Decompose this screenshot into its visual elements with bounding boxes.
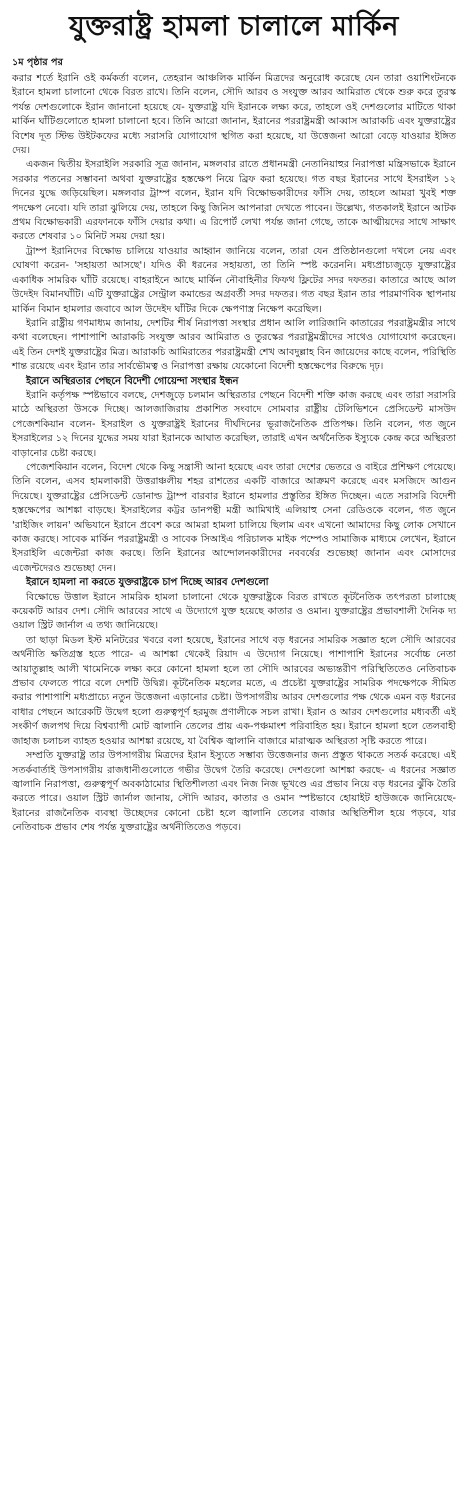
subheading: ইরানে অস্থিরতার পেছনে বিদেশী গোয়েন্দা সংস্থার ইন্ধন (26, 375, 239, 387)
paragraph: ইরানি রাষ্ট্রীয় গণমাধ্যম জানায়, দেশটির শীর্ষ নিরাপত্তা সংস্থার প্রধান আলি লারিজানি কাতারের পররাষ্ট্রমন্ত্রীর সাথে কথা বলেছেন। পাশাপাশি আরাকচি সংযুক্ত আরব আমিরাত ও তুরস্কের পররাষ্ট্রমন্ত্রীদের সাথেও যোগাযোগ করেছেন। এই তিন দেশই যুক্তরাষ্ট্রের মিত্র। আরাকচি আমিরাতের পররাষ্ট্রমন্ত্রী শেখ আবদুল্লাহ বিন জায়েদের কাছে বলেন, পরিস্থিতি শান্ত রয়েছে এবং ইরান তার সার্বভৌমত্ব ও নিরাপত্তা রক্ষায় যেকোনো বিদেশী হস্তক্ষেপের বিরুদ্ধে দৃঢ়। (12, 317, 456, 373)
subheading: ইরানে হামলা না করতে যুক্তরাষ্ট্রকে চাপ দিচ্ছে আরব দেশগুলো (26, 577, 269, 589)
paragraph: পেজেশকিয়ান বলেন, বিদেশ থেকে কিছু সন্ত্রাসী আনা হয়েছে এবং তারা দেশের ভেতরে ও বাইরে প্রশিক্ষণ পেয়েছে। তিনি বলেন, এসব হামলাকারী উত্তরাঞ্চলীয় শহর রাশতের একটি বাজারে আক্রমণ করেছে এবং মসজিদে আগুন দিয়েছে। যুক্তরাষ্ট্রের প্রেসিডেন্ট ডোনাল্ড ট্রাম্প বারবার ইরানে হামলার প্রস্তুতির ইঙ্গিত দিচ্ছেন। এতে সরাসরি বিদেশী হস্তক্ষেপের আশঙ্কা বাড়ছে। ইসরাইলের কট্টর ডানপন্থী মন্ত্রী আমিখাই এলিয়াহু সেনা রেডিওকে বলেন, গত জুনে 'রাইজিং লায়ন' অভিযানে ইরানে প্রবেশ করে আমরা হামলা চালিয়ে ছিলাম এবং এখনো আমাদের কিছু লোক সেখানে কাজ করছে। সাবেক মার্কিন পররাষ্ট্রমন্ত্রী ও সাবেক সিআইএ পরিচালক মাইক পম্পেও সামাজিক মাধ্যমে লেখেন, ইরানে ইসরাইলি এজেন্টরা কাজ করছে। তিনি ইরানের আন্দোলনকারীদের নববর্ষের শুভেচ্ছা জানান এবং মোসাদের এজেন্টদেরও শুভেচ্ছা দেন। (12, 461, 456, 574)
paragraph: সম্প্রতি যুক্তরাষ্ট্র তার উপসাগরীয় মিত্রদের ইরান ইস্যুতে সম্ভাব্য উত্তেজনার জন্য প্রস্তুত থাকতে সতর্ক করেছে। এই সতর্কবার্তাই উপসাগরীয় রাজধানীগুলোতে গভীর উদ্বেগ তৈরি করেছে। দেশগুলো আশঙ্কা করছে- এ ধরনের সজ্ঞাত জ্বালানি নিরাপত্তা, গুরুত্বপূর্ণ অবকাঠামোর স্থিতিশীলতা এবং নিজ নিজ ভূখণ্ডে এর প্রভাব নিয়ে বড় ধরনের ঝুঁকি তৈরি করতে পারে। ওয়াল স্ট্রিট জার্নাল জানায়, সৌদি আরব, কাতার ও ওমান স্পষ্টভাবে হোয়াইট হাউজকে জানিয়েছে- ইরানের রাজনৈতিক ব্যবস্থা উচ্ছেদের কোনো চেষ্টা হলে জ্বালানি তেলের বাজার অস্থিতিশীল হয়ে পড়বে, যার নেতিবাচক প্রভাব শেষ পর্যন্ত যুক্তরাষ্ট্রের অর্থনীতিতেও পড়বে। (12, 750, 456, 834)
headline: যুক্তরাষ্ট্র হামলা চালালে মার্কিন (69, 11, 399, 42)
paragraph: বিক্ষোভে উত্তাল ইরানে সামরিক হামলা চালানো থেকে যুক্তরাষ্ট্রকে বিরত রাখতে কূটনৈতিক তৎপরতা চালাচ্ছে কয়েকটি আরব দেশ। সৌদি আরবের সাথে এ উদ্যোগে যুক্ত হয়েছে কাতার ও ওমান। যুক্তরাষ্ট্রের প্রভাবশালী দৈনিক দ্য ওয়াল স্ট্রিট জার্নাল এ তথ্য জানিয়েছে। (12, 591, 456, 632)
paragraph: একজন দ্বিতীয় ইসরাইলি সরকারি সূত্র জানান, মঙ্গলবার রাতে প্রধানমন্ত্রী নেতানিয়াহুর নিরাপত্তা মন্ত্রিসভাকে ইরানে সরকার পতনের সম্ভাবনা অথবা যুক্তরাষ্ট্রের হস্তক্ষেপ নিয়ে ব্রিফ করা হয়েছে। গত বছর ইরানের সাথে ইসরাইল ১২ দিনের যুদ্ধে জড়িয়েছিল। মঙ্গলবার ট্রাম্প বলেন, ইরান যদি বিক্ষোভকারীদের ফাঁসি দেয়, তাহলে আমরা খুবই শক্ত পদক্ষেপ নেবো। যদি তারা ঝুলিয়ে দেয়, তাহলে কিছু জিনিস আপনারা দেখতে পাবেন। উল্লেখ্য, গতকালই ইরানে আটক প্রথম বিক্ষোভকারী এরফানকে ফাঁসি দেয়ার কথা। এ রিপোর্ট লেখা পর্যন্ত জানা গেছে, তাকে আত্মীয়দের সাথে সাক্ষাৎ করতে শেষবার ১০ মিনিট সময় দেয়া হয়। (12, 159, 456, 243)
continued-from-label: ১ম পৃষ্ঠার পর (12, 57, 63, 68)
paragraph: করার শর্তে ইরানি ওই কর্মকর্তা বলেন, তেহরান আঞ্চলিক মার্কিন মিত্রদের অনুরোধ করেছে যেন তারা ওয়াশিংটনকে ইরানে হামলা চালানো থেকে বিরত রাখে। তিনি বলেন, সৌদি আরব ও সংযুক্ত আরব আমিরাত থেকে শুরু করে তুরস্ক পর্যন্ত দেশগুলোকে ইরান জানানো হয়েছে যে- যুক্তরাষ্ট্র যদি ইরানকে লক্ষ্য করে, তাহলে ওই দেশগুলোর মাটিতে থাকা মার্কিন ঘাঁটিগুলোতে হামলা চালানো হবে। তিনি আরো জানান, ইরানের পররাষ্ট্রমন্ত্রী আব্বাস আরাকচি এবং যুক্তরাষ্ট্রের বিশেষ দূত স্টিভ উইটকফের মধ্যে সরাসরি যোগাযোগ স্থগিত করা হয়েছে, যা উত্তেজনা আরো বেড়ে যাওয়ার ইঙ্গিত দেয়। (12, 73, 456, 157)
paragraph: ট্রাম্প ইরানিদের বিক্ষোভ চালিয়ে যাওয়ার আহ্বান জানিয়ে বলেন, তারা যেন প্রতিষ্ঠানগুলো দখলে নেয় এবং ঘোষণা করেন- 'সহায়তা আসছে'। যদিও কী ধরনের সহায়তা, তা তিনি স্পষ্ট করেননি। মধ্যপ্রাচ্যজুড়ে যুক্তরাষ্ট্রের একাধিক সামরিক ঘাঁটি রয়েছে। বাহরাইনে আছে মার্কিন নৌবাহিনীর ফিফথ ফ্লিটের সদর দফতর। কাতারে আছে আল উদেইদ বিমানঘাঁটি। এটি যুক্তরাষ্ট্রের সেন্ট্রাল কমান্ডের অগ্রবর্তী সদর দফতর। গত বছর ইরান তার পারমাণবিক স্থাপনায় মার্কিন বিমান হামলার জবাবে আল উদেইদ ঘাঁটির দিকে ক্ষেপণাস্ত্র নিক্ষেপ করেছিল। (12, 245, 456, 315)
paragraph: ইরানি কর্তৃপক্ষ স্পষ্টভাবে বলছে, দেশজুড়ে চলমান অস্থিরতার পেছনে বিদেশী শক্তি কাজ করছে এবং তারা সরাসরি মাঠে অস্থিরতা উসকে দিচ্ছে। আলজাজিরায় প্রকাশিত সংবাদে সোমবার রাষ্ট্রীয় টেলিভিশনে প্রেসিডেন্ট মাসউদ পেজেশকিয়ান বলেন- ইসরাইল ও যুক্তরাষ্ট্রই ইরানের দীর্ঘদিনের ভূরাজনৈতিক প্রতিপক্ষ। তিনি বলেন, গত জুনে ইসরাইলের ১২ দিনের যুদ্ধের সময় যারা ইরানকে আঘাত করেছিল, তারাই এখন অর্থনৈতিক ইস্যুকে কেন্দ্র করে অস্থিরতা বাড়ানোর চেষ্টা করছে। (12, 389, 456, 459)
paragraph: তা ছাড়া মিডল ইস্ট মনিটরের খবরে বলা হয়েছে, ইরানের সাথে বড় ধরনের সামরিক সজ্ঞাত হলে সৌদি আরবের অর্থনীতি ক্ষতিগ্রস্ত হতে পারে- এ আশঙ্কা থেকেই রিয়াদ এ উদ্যোগ নিয়েছে। পাশাপাশি ইরানের সর্বোচ্চ নেতা আয়াতুল্লাহ আলী খামেনিকে লক্ষ্য করে কোনো হামলা হলে তা সৌদি আরবের অভ্যন্তরীণ পরিস্থিতিতেও নেতিবাচক প্রভাব ফেলতে পারে বলে দেশটি উদ্বিগ্ন। কূটনৈতিক মহলের মতে, এ প্রচেষ্টা যুক্তরাষ্ট্রের সামরিক পদক্ষেপকে সীমিত করার পাশাপাশি মধ্যপ্রাচ্যে নতুন উত্তেজনা এড়ানোর চেষ্টা। উপসাগরীয় আরব দেশগুলোর পক্ষ থেকে এমন বড় ধরনের বাধার পেছনে আরেকটি উদ্বেগ হলো গুরুত্বপূর্ণ হরমুজ প্রণালীকে সচল রাখা। ইরান ও আরব দেশগুলোর মধ্যবর্তী এই সংকীর্ণ জলপথ দিয়ে বিশ্বব্যাপী মোট জ্বালানি তেলের প্রায় এক-পঞ্চমাংশ পরিবাহিত হয়। ইরানে হামলা হলে তেলবাহী জাহাজ চলাচল ব্যাহত হওয়ার আশঙ্কা রয়েছে, যা বৈশ্বিক জ্বালানি বাজারে মারাত্মক অস্থিরতা সৃষ্টি করতে পারে। (12, 634, 456, 747)
